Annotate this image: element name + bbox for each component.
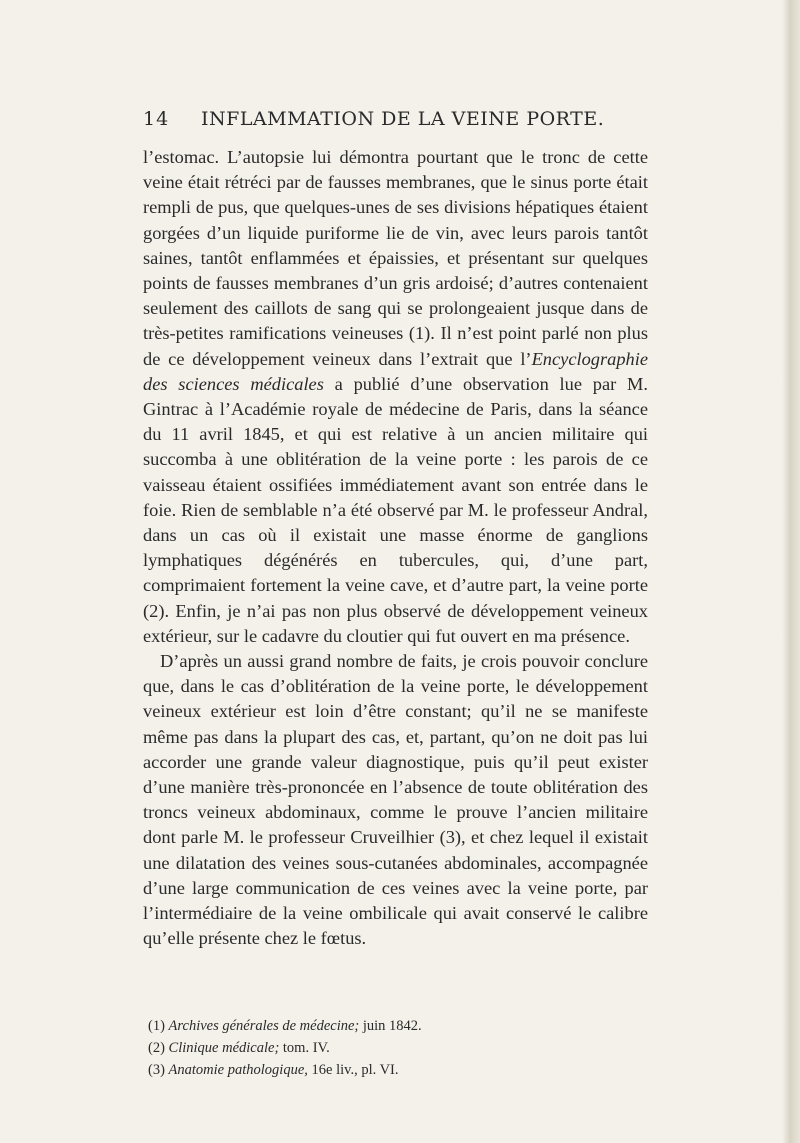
body-text	[143, 145, 648, 952]
footnote-mark: (2)	[148, 1040, 165, 1056]
footnote-detail: 16e liv., pl. VI.	[307, 1062, 399, 1078]
page-number: 14	[143, 108, 170, 130]
paragraph-1	[143, 145, 648, 649]
footnote-mark: (1)	[148, 1018, 165, 1034]
footnote-source: Anatomie pathologique,	[168, 1062, 308, 1078]
page-header	[143, 108, 648, 134]
footnote	[148, 1059, 648, 1081]
footnote	[148, 1015, 648, 1037]
footnote-source: Clinique médicale;	[168, 1040, 280, 1056]
paragraph-1-text-a: l’estomac. L’autopsie lui démontra pourtant que le tronc de cette veine était rétréci par de fausses membranes, que le sinus porte était rempli de pus, que quelques-unes de ses divisions hépatiques étaient gorgées d’un liquide puriforme lie de vin, avec leurs parois tantôt saines, tantôt enflammées et épaissies, et présentant sur quelques points de fausses membranes d’un gris ardoisé; d’autres contenaient seulement des caillots de sang qui se prolongeaient jusque dans de très-petites ramifications veineuses (1). Il n’est point parlé non plus de ce développement veineux dans l’extrait que l’	[143, 147, 648, 369]
paragraph-1-text-b: a publié d’une observation lue par M. Gintrac à l’Académie royale de médecine de Paris, dans la séance du 11 avril 1845, et qui est relative à un ancien militaire qui succomba à une oblitération de la veine porte : les parois de ce vaisseau étaient ossifiées immédiatement avant son entrée dans le foie. Rien de semblable n’a été observé par M. le professeur Andral, dans un cas où il existait une masse énorme de ganglions lymphatiques dégénérés en tubercules, qui, d’une part, comprimaient fortement la veine cave, et d’autre part, la veine porte (2). Enfin, je n’ai pas non plus observé de développement veineux extérieur, sur le cadavre du cloutier qui fut ouvert en ma présence.	[143, 373, 649, 646]
page-edge-shadow	[782, 0, 800, 1143]
footnote	[148, 1037, 648, 1059]
footnotes	[148, 1015, 648, 1081]
footnote-source: Archives générales de médecine;	[168, 1018, 360, 1034]
paragraph-1-journal-title: Encyclographie des sciences médicales	[143, 348, 648, 394]
footnote-mark: (3)	[148, 1062, 165, 1078]
paragraph-2: D’après un aussi grand nombre de faits, je crois pouvoir conclure que, dans le cas d’oblitération de la veine porte, le développement veineux extérieur est loin d’être constant; qu’il ne se manifeste même pas dans la plupart des cas, et, partant, qu’on ne doit pas lui accorder une grande valeur diagnostique, puis qu’il peut exister d’une manière très-prononcée en l’absence de toute oblitération des troncs veineux abdominaux, comme le prouve l’ancien militaire dont parle M. le professeur Cruveilhier (3), et chez lequel il existait une dilatation des veines sous-cutanées abdominales, accompagnée d’une large communication de ces veines avec la veine porte, par l’intermédiaire de la veine ombilicale qui avait conservé le calibre qu’elle présente chez le fœtus.	[143, 651, 648, 949]
footnote-detail: juin 1842.	[359, 1018, 422, 1034]
footnote-detail: tom. IV.	[279, 1040, 330, 1056]
running-title: INFLAMMATION DE LA VEINE PORTE.	[201, 108, 605, 130]
